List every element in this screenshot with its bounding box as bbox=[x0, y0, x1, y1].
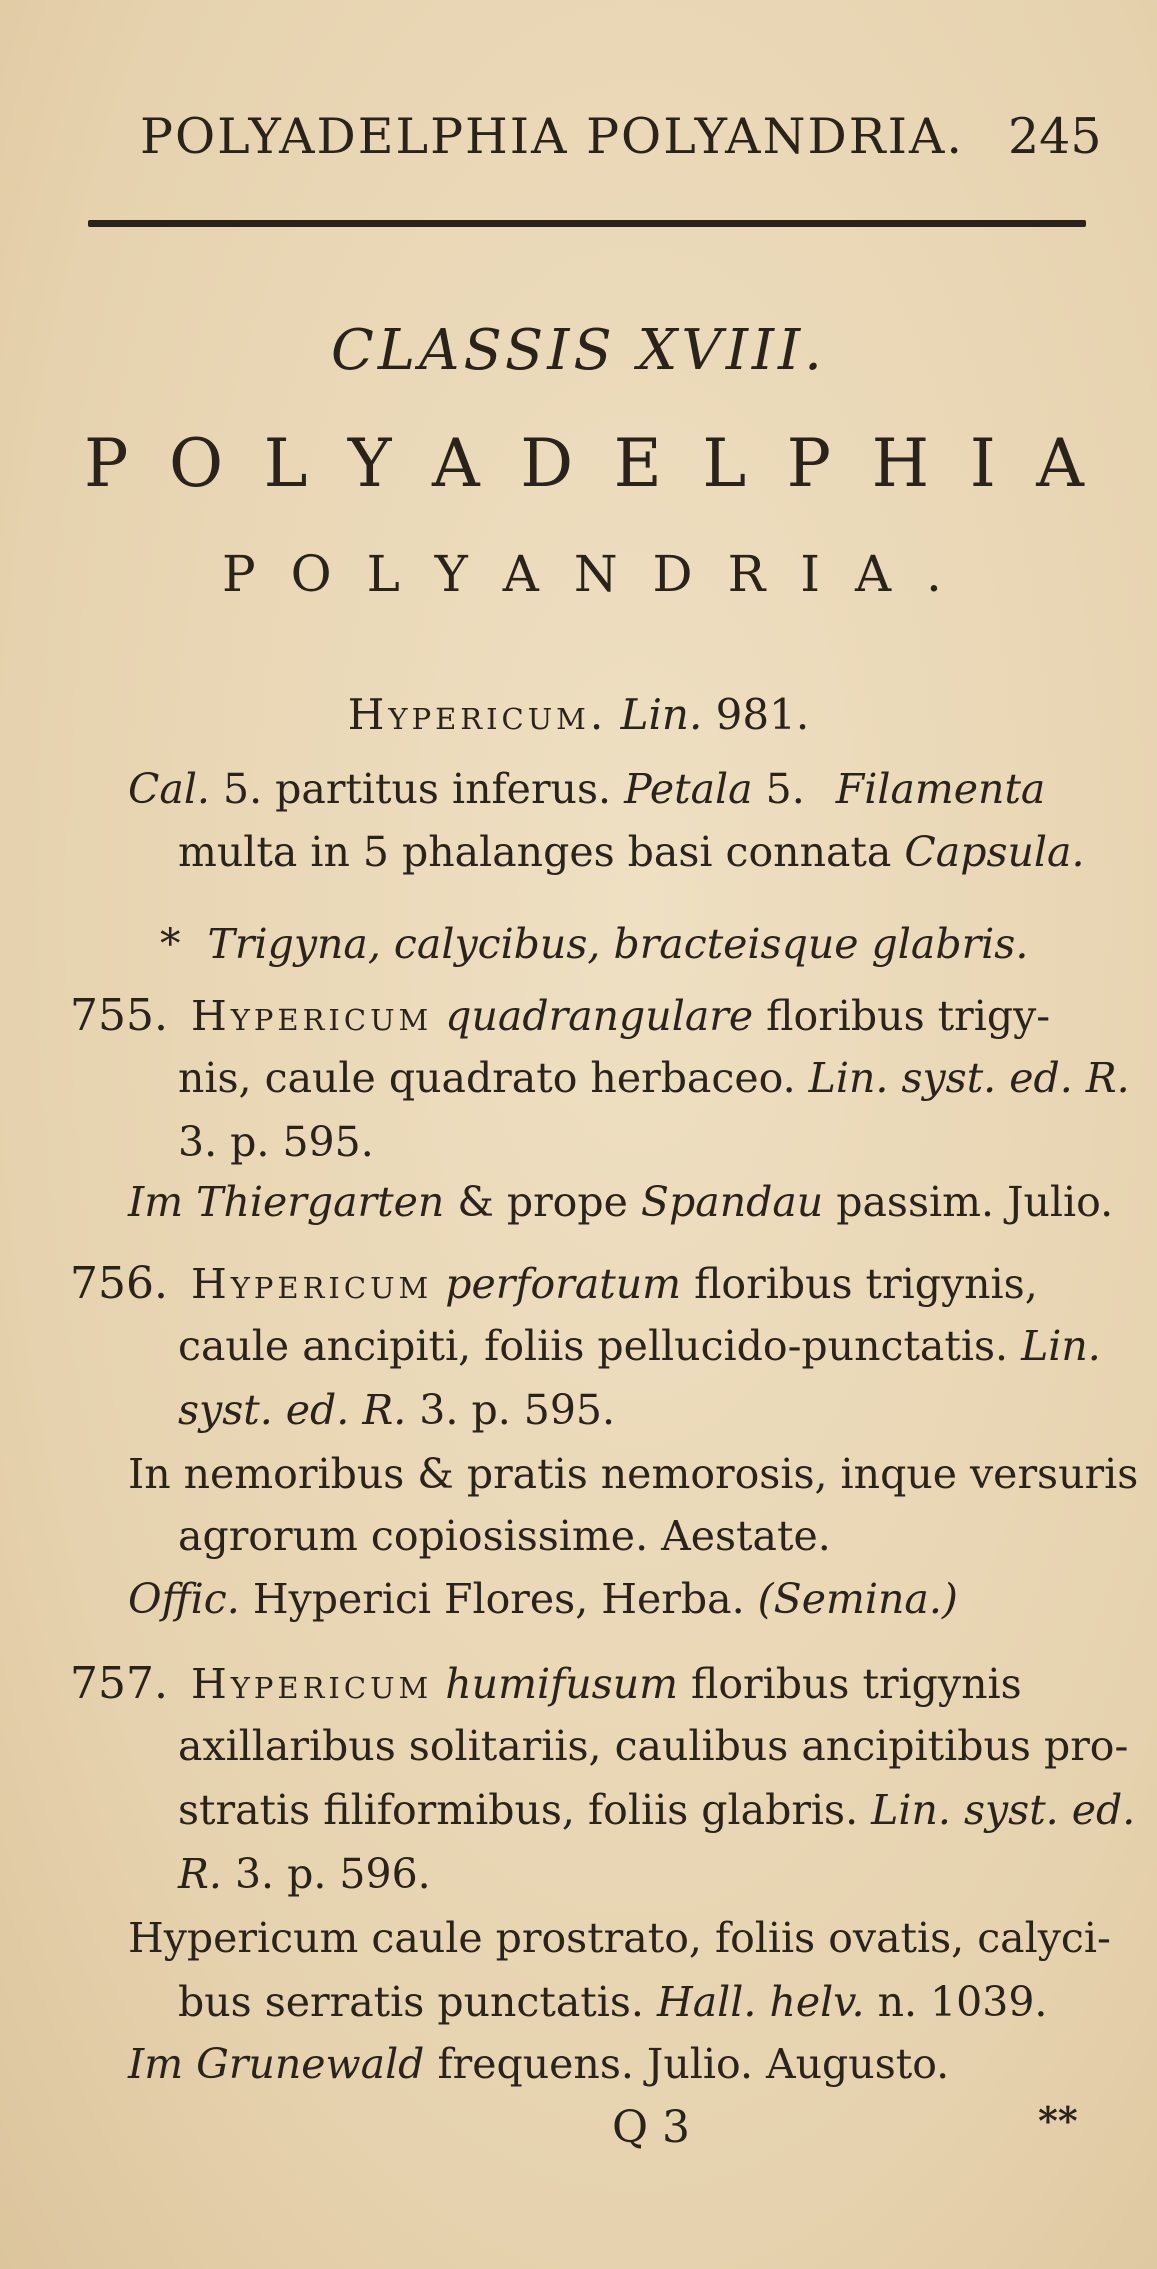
header-rule bbox=[88, 220, 1086, 227]
classis-heading: CLASSIS XVIII. bbox=[331, 318, 826, 383]
entry-756-line-2: caule ancipiti, foliis pellucido-punctatis. Lin. bbox=[178, 1322, 1101, 1370]
entry-755-habitat: Im Thiergarten & prope Spandau passim. Julio. bbox=[128, 1178, 1114, 1226]
title-letter: Y bbox=[434, 545, 468, 603]
title-letter: O bbox=[290, 545, 332, 603]
entry-number: 756. bbox=[70, 1258, 168, 1309]
entry-756-line-1: 756. Hypericum perforatum floribus trigynis, bbox=[70, 1258, 1038, 1309]
entry-757-habitat: Im Grunewald frequens. Julio. Augusto. bbox=[128, 2040, 950, 2088]
signature-mark: Q 3 bbox=[612, 2102, 691, 2153]
running-title: POLYADELPHIA POLYANDRIA. bbox=[140, 108, 964, 165]
section-heading: * Trigyna, calycibus, bracteisque glabris. bbox=[160, 920, 1029, 968]
character-line-2: multa in 5 phalanges basi connata Capsula. bbox=[178, 828, 1085, 876]
title-letter: I bbox=[969, 425, 996, 502]
entry-755-line-2: nis, caule quadrato herbaceo. Lin. syst. ed. R. bbox=[178, 1054, 1130, 1102]
entry-756-line-3: syst. ed. R. 3. p. 595. bbox=[178, 1386, 616, 1434]
title-letter: . bbox=[926, 545, 942, 603]
title-letter: A bbox=[854, 545, 892, 603]
entry-757-synonym-2: bus serratis punctatis. Hall. helv. n. 1039. bbox=[178, 1978, 1048, 2026]
title-letter: A bbox=[502, 545, 539, 603]
entry-number: 757. bbox=[70, 1658, 168, 1709]
entry-757-line-1: 757. Hypericum humifusum floribus trigynis bbox=[70, 1658, 1022, 1709]
title-letter: R bbox=[727, 545, 766, 603]
title-letter: L bbox=[702, 425, 747, 502]
entry-number: 755. bbox=[70, 990, 168, 1041]
entry-757-line-4: R. 3. p. 596. bbox=[178, 1850, 431, 1898]
entry-756-habitat-1: In nemoribus & pratis nemorosis, inque versuris bbox=[128, 1450, 1139, 1498]
title-letter: I bbox=[800, 545, 820, 603]
title-letter: Y bbox=[347, 425, 392, 502]
page-number: 245 bbox=[1008, 108, 1102, 165]
title-letter: O bbox=[168, 425, 224, 502]
title-letter: D bbox=[520, 425, 574, 502]
section-star: * bbox=[160, 920, 181, 968]
title-letter: N bbox=[573, 545, 618, 603]
genus-ref-author: Lin. bbox=[620, 690, 703, 739]
title-letter: A bbox=[1036, 425, 1084, 502]
entry-757-synonym-1: Hypericum caule prostrato, foliis ovatis, calyci- bbox=[128, 1914, 1111, 1962]
title-letter: P bbox=[84, 425, 129, 502]
entry-756-habitat-2: agrorum copiosissime. Aestate. bbox=[178, 1512, 831, 1560]
catchword: ** bbox=[1038, 2098, 1078, 2143]
title-letter: E bbox=[613, 425, 662, 502]
entry-757-line-3: stratis filiformibus, foliis glabris. Lin. syst. ed. bbox=[178, 1786, 1136, 1834]
genus-ref-number: 981. bbox=[715, 690, 810, 739]
genus-heading bbox=[0, 690, 1157, 739]
title-letter: D bbox=[652, 545, 693, 603]
character-line-1: Cal. 5. partitus inferus. Petala 5. Filamenta bbox=[128, 765, 1046, 813]
title-line-polyadelphia bbox=[84, 425, 1084, 502]
title-letter: L bbox=[366, 545, 400, 603]
title-line-polyandria bbox=[222, 545, 942, 603]
entry-755-line-1: 755. Hypericum quadrangulare floribus trigy- bbox=[70, 990, 1051, 1041]
title-letter: P bbox=[786, 425, 832, 502]
title-letter: P bbox=[222, 545, 256, 603]
entry-757-line-2: axillaribus solitariis, caulibus ancipitibus pro- bbox=[178, 1722, 1129, 1770]
genus-name: Hypericum. bbox=[347, 690, 608, 739]
title-letter: H bbox=[871, 425, 930, 502]
entry-755-line-3: 3. p. 595. bbox=[178, 1118, 374, 1166]
entry-756-officinal: Offic. Hyperici Flores, Herba. (Semina.) bbox=[128, 1575, 958, 1623]
title-letter: L bbox=[263, 425, 308, 502]
title-letter: A bbox=[432, 425, 480, 502]
